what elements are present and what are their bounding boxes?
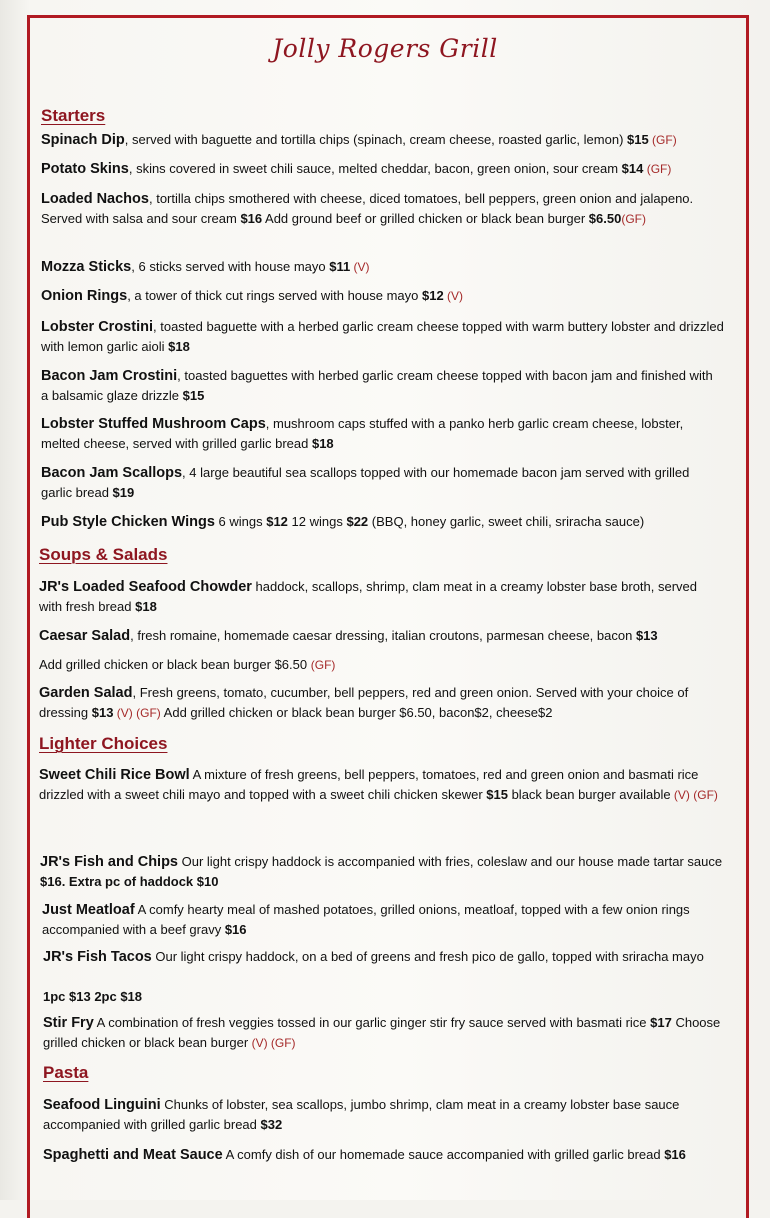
item-tags: (GF) — [643, 162, 672, 176]
item-desc: Chunks of lobster, sea scallops, jumbo shrimp, clam meat in a creamy lobster base sauce accompanied with grilled garlic bread — [43, 1097, 680, 1132]
item-tags: (GF) — [648, 133, 677, 147]
item-desc: Fresh greens, tomato, cucumber, bell peppers, red and green onion. Served with your choice of dressing — [39, 685, 689, 720]
item-tags: (GF) — [310, 658, 336, 672]
item-extra: Add ground beef or grilled chicken or black bean burger — [262, 211, 589, 226]
item-desc: haddock, scallops, shrimp, clam meat in a creamy lobster base broth, served with fresh bread — [39, 579, 698, 614]
item-price: $11 — [329, 259, 351, 274]
item-tail: Add grilled chicken or black bean burger $6.50, bacon$2, cheese$2 — [160, 705, 553, 720]
item-desc: A combination of fresh veggies tossed in our garlic ginger stir fry sauce served with basmati rice — [93, 1015, 651, 1030]
item-name: JR's Fish and Chips — [40, 854, 178, 870]
item-name: Lobster Stuffed Mushroom Caps — [41, 416, 266, 432]
restaurant-title: Jolly Rogers Grill — [272, 34, 498, 63]
item-price: $16. Extra pc of haddock $10 — [40, 874, 219, 889]
item-sep: , — [148, 191, 153, 206]
menu-item — [41, 512, 741, 532]
item-extra: Choose grilled chicken or black bean burger — [43, 1015, 721, 1050]
item-tags: (V) (GF) — [248, 1036, 296, 1050]
item-name: Onion Rings — [41, 288, 128, 304]
item-name: Spaghetti and Meat Sauce — [43, 1147, 223, 1163]
item-sep: , — [130, 628, 134, 643]
menu-item — [39, 765, 739, 805]
item-desc: served with baguette and tortilla chips (spinach, cream cheese, roasted garlic, lemon) — [128, 132, 628, 147]
item-extra-price: $6.50 — [588, 211, 622, 226]
menu-item — [41, 159, 741, 179]
item-desc: A comfy hearty meal of mashed potatoes, grilled onions, meatloaf, topped with a few onion rings accompanied with a beef gravy — [42, 902, 690, 937]
menu-item — [41, 366, 721, 406]
menu-item — [40, 852, 740, 892]
item-price: $18 — [311, 436, 334, 451]
menu-item — [41, 317, 741, 357]
item-name: Seafood Linguini — [43, 1097, 161, 1113]
item-sep: , — [182, 465, 186, 480]
menu-item — [41, 257, 741, 277]
item-name: Potato Skins — [41, 161, 129, 177]
item-desc: fresh romaine, homemade caesar dressing, italian croutons, parmesan cheese, bacon — [133, 628, 636, 643]
item-extra: 12 wings — [287, 514, 347, 529]
item-desc: toasted baguettes with herbed garlic cream cheese topped with bacon jam and finished with a balsamic glaze drizzle — [41, 368, 713, 403]
menu-item — [42, 900, 732, 940]
menu-item — [39, 655, 739, 675]
item-price: $15 — [182, 388, 205, 403]
item-desc: A comfy dish of our homemade sauce accompanied with grilled garlic bread — [222, 1147, 665, 1162]
menu-item — [39, 683, 739, 723]
item-desc: tortilla chips smothered with cheese, diced tomatoes, bell peppers, green onion and jalapeno. Served with salsa and sour cream — [41, 191, 694, 226]
item-name: JR's Loaded Seafood Chowder — [39, 579, 252, 595]
item-name: Loaded Nachos — [41, 191, 149, 207]
item-name: Pub Style Chicken Wings — [41, 514, 215, 530]
menu-item — [43, 1145, 733, 1165]
menu-item — [41, 286, 741, 306]
section-heading-pasta: Pasta — [43, 1063, 89, 1082]
item-name: Spinach Dip — [41, 132, 125, 148]
item-price: $17 — [650, 1015, 672, 1030]
item-name: Bacon Jam Crostini — [41, 368, 178, 384]
item-price: $18 — [135, 599, 157, 614]
item-sep: , — [265, 416, 270, 431]
item-tags: (V) (GF) — [670, 788, 718, 802]
item-price-line: 1pc $13 2pc $18 — [43, 989, 143, 1004]
item-price: $14 — [621, 161, 644, 176]
item-price: $12 — [422, 288, 444, 303]
item-desc: skins covered in sweet chili sauce, melted cheddar, bacon, green onion, sour cream — [132, 161, 622, 176]
item-price: $15 — [486, 787, 508, 802]
item-price: $19 — [112, 485, 135, 500]
item-tail: (BBQ, honey garlic, sweet chili, sriracha sauce) — [368, 514, 645, 529]
item-name: Bacon Jam Scallops — [41, 465, 183, 481]
item-desc: Our light crispy haddock, on a bed of greens and fresh pico de gallo, topped with sriracha mayo — [151, 949, 704, 964]
item-sep: , — [177, 368, 181, 383]
item-desc: Our light crispy haddock is accompanied with fries, coleslaw and our house made tartar sauce — [178, 854, 723, 869]
item-sep: , — [124, 132, 129, 147]
item-name: Stir Fry — [43, 1015, 94, 1031]
item-sep: , — [132, 685, 137, 700]
menu-item — [41, 189, 721, 229]
section-heading-lighter-choices: Lighter Choices — [39, 734, 168, 753]
item-desc: 6 wings — [214, 514, 267, 529]
item-name: Sweet Chili Rice Bowl — [39, 767, 190, 783]
item-price: $12 — [266, 514, 288, 529]
item-desc: Add grilled chicken or black bean burger $6.50 — [39, 657, 311, 672]
item-sep: , — [131, 259, 135, 274]
item-desc: 4 large beautiful sea scallops topped with our homemade bacon jam served with grilled garlic bread — [41, 465, 690, 500]
item-tags: (V) — [443, 289, 464, 303]
menu-item — [43, 1095, 733, 1135]
item-sep: , — [128, 161, 133, 176]
item-extra: black bean burger available — [507, 787, 671, 802]
item-name: Lobster Crostini — [41, 319, 153, 335]
menu-item — [39, 626, 739, 646]
menu-item — [39, 577, 719, 617]
item-desc: A mixture of fresh greens, bell peppers, tomatoes, red and green onion and basmati rice drizzled with a sweet chili mayo and topped with a sweet chili chicken skewer — [39, 767, 699, 802]
item-tags: (GF) — [621, 212, 646, 226]
item-desc: 6 sticks served with house mayo — [134, 259, 330, 274]
item-name: Mozza Sticks — [41, 259, 132, 275]
menu-item — [41, 130, 741, 150]
item-desc: a tower of thick cut rings served with house mayo — [130, 288, 422, 303]
item-price: $13 — [635, 628, 658, 643]
item-tags: (V) (GF) — [113, 706, 161, 720]
item-sep: , — [127, 288, 131, 303]
item-price: $18 — [168, 339, 190, 354]
menu-item — [43, 1013, 743, 1053]
item-price: $15 — [627, 132, 649, 147]
item-price: $13 — [91, 705, 114, 720]
item-name: Caesar Salad — [39, 628, 131, 644]
section-heading-soups-salads: Soups & Salads — [39, 545, 168, 564]
item-price: $16 — [224, 922, 247, 937]
item-sep: , — [152, 319, 157, 334]
item-price: $32 — [260, 1117, 283, 1132]
item-desc: mushroom caps stuffed with a panko herb garlic cream cheese, lobster, melted cheese, served with grilled garlic bread — [41, 416, 684, 451]
item-name: Garden Salad — [39, 685, 133, 701]
item-price: $16 — [240, 211, 263, 226]
item-price: $16 — [664, 1147, 686, 1162]
item-desc: toasted baguette with a herbed garlic cream cheese topped with warm buttery lobster and drizzled with lemon garlic aioli — [41, 319, 724, 354]
menu-item — [43, 947, 723, 967]
item-name: JR's Fish Tacos — [43, 949, 152, 965]
menu-item — [41, 463, 721, 503]
menu-item — [41, 414, 721, 454]
section-heading-starters: Starters — [41, 106, 106, 125]
item-extra-price: $22 — [346, 514, 369, 529]
item-tags: (V) — [350, 260, 370, 274]
item-name: Just Meatloaf — [42, 902, 135, 918]
